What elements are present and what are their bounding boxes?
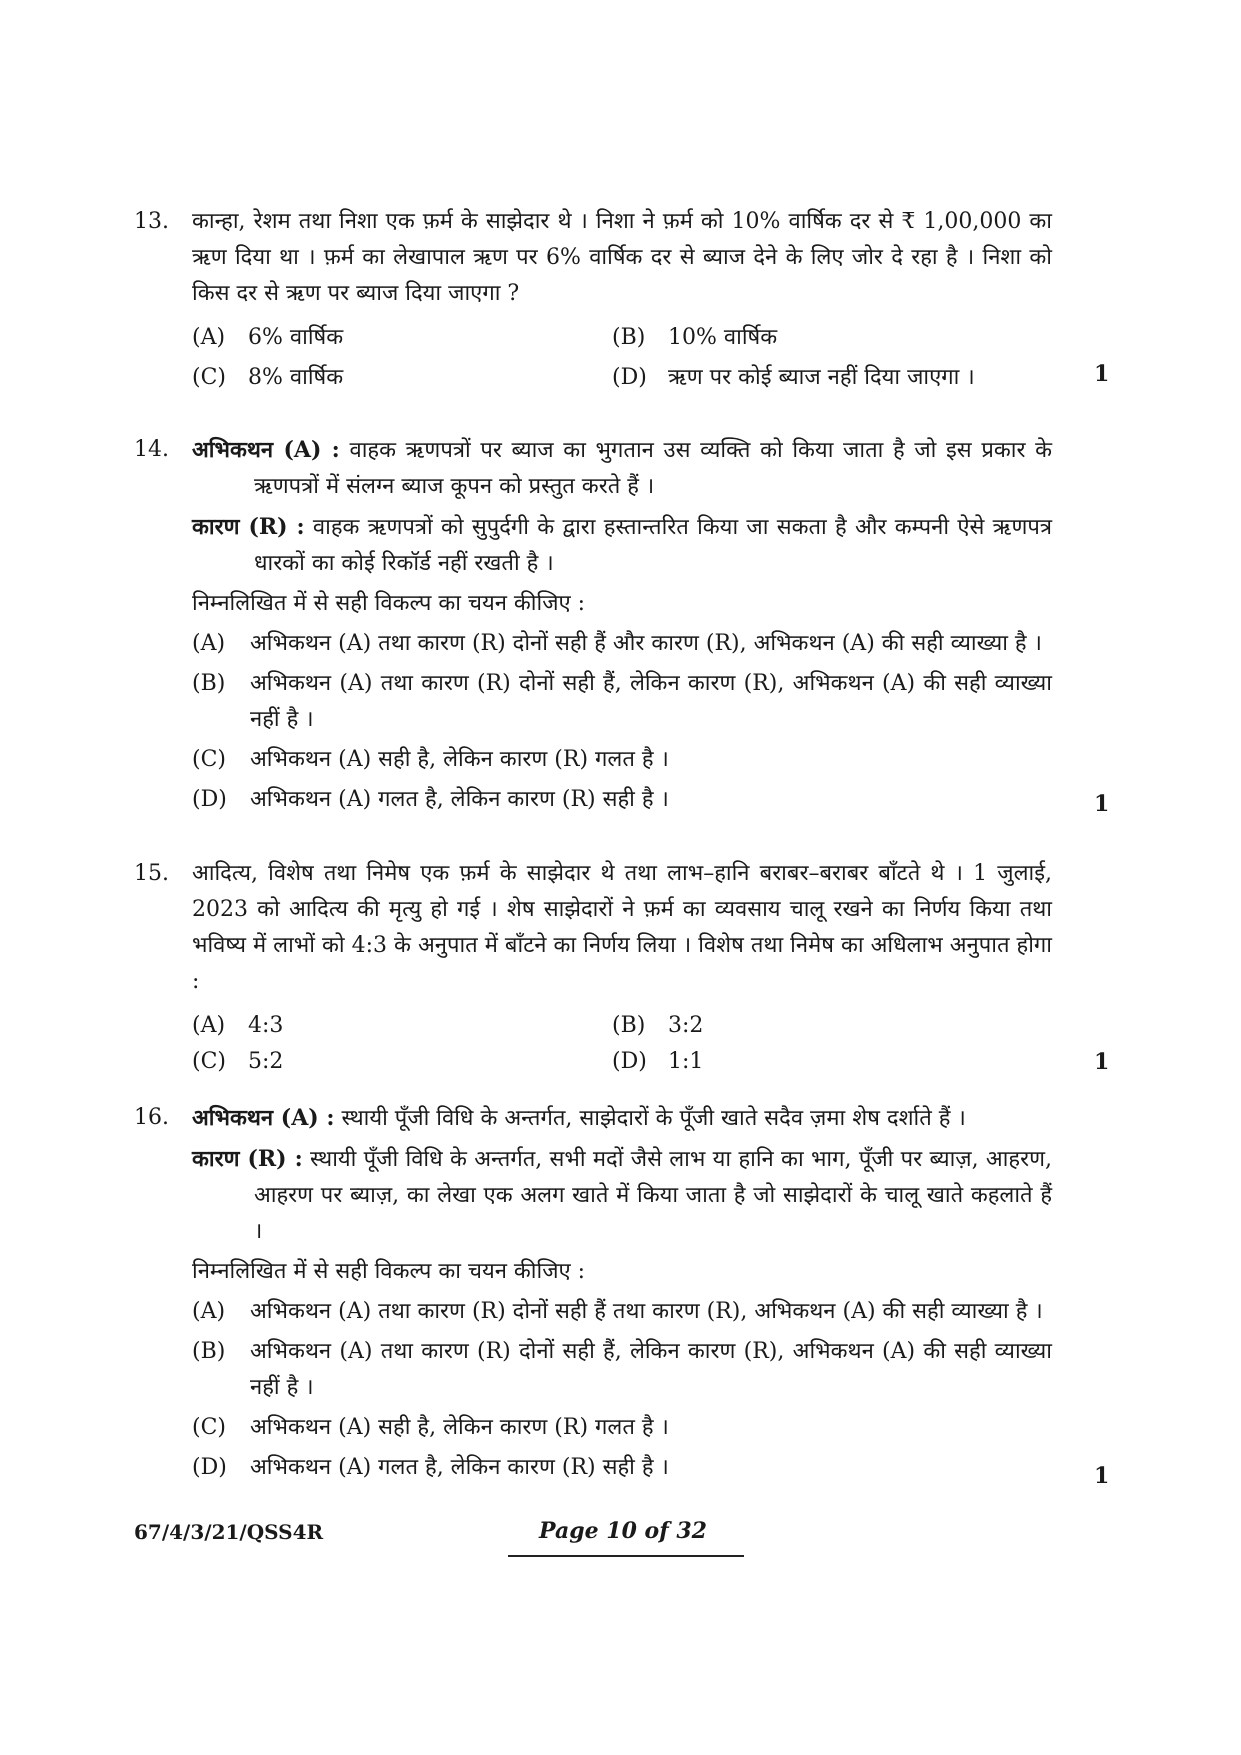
option-c: (C) 5:2 [192, 1049, 284, 1074]
question-text: आदित्य, विशेष तथा निमेष एक फ़र्म के साझेदार थे तथा लाभ–हानि बराबर–बराबर बाँटते थे । 1 जुलाई, 2023 को आदित्य की मृत्यु हो गई । शेष साझेदारों ने फ़र्म का व्यवसाय चालू रखने का निर्णय किया तथा भविष्य में लाभों को 4:3 के अनुपात में बाँटने का निर्णय लिया । विशेष तथा निमेष का अधिलाभ अनुपात होगा : [192, 861, 1052, 994]
option-c: (C) अभिकथन (A) सही है, लेकिन कारण (R) गलत है । [192, 1415, 669, 1440]
question-number: 13. [134, 209, 169, 234]
option-c: (C) 8% वार्षिक [192, 365, 344, 390]
assertion: अभिकथन (A) : स्थायी पूँजी विधि के अन्तर्गत, साझेदारों के पूँजी खाते सदैव ज़मा शेष दर्शाते हैं । [192, 1105, 966, 1131]
option-b: (B) 10% वार्षिक [612, 325, 778, 350]
page-number: Page 10 of 32 [539, 1518, 707, 1544]
marks: 1 [1094, 791, 1110, 817]
question-body [192, 1100, 1052, 1490]
options-row [192, 1008, 1052, 1044]
option-a: (A) अभिकथन (A) तथा कारण (R) दोनों सही हैं और कारण (R), अभिकथन (A) की सही व्याख्या है । [192, 631, 1042, 656]
question-number: 14. [134, 437, 169, 462]
paper-code: 67/4/3/21/QSS4R [134, 1520, 324, 1544]
instruction: निम्नलिखित में से सही विकल्प का चयन कीजिए : [192, 591, 586, 616]
option-d: (D) 1:1 [612, 1049, 704, 1074]
option-b: (B) अभिकथन (A) तथा कारण (R) दोनों सही हैं, लेकिन कारण (R), अभिकथन (A) की सही व्याख्या नहीं है । [192, 1339, 1052, 1400]
marks: 1 [1094, 361, 1110, 387]
option-a: (A) अभिकथन (A) तथा कारण (R) दोनों सही हैं तथा कारण (R), अभिकथन (A) की सही व्याख्या है । [192, 1299, 1043, 1324]
option-b: (B) 3:2 [612, 1013, 704, 1038]
option-d: (D) अभिकथन (A) गलत है, लेकिन कारण (R) सही है । [192, 787, 669, 812]
question-body [192, 432, 1052, 822]
option-d: (D) ऋण पर कोई ब्याज नहीं दिया जाएगा । [612, 365, 975, 390]
marks: 1 [1094, 1049, 1110, 1075]
options-row [192, 320, 1052, 360]
options-row [192, 1044, 1052, 1084]
question-body [192, 856, 1052, 1084]
question-number: 16. [134, 1105, 169, 1130]
question-text: कान्हा, रेशम तथा निशा एक फ़र्म के साझेदार थे । निशा ने फ़र्म को 10% वार्षिक दर से ₹ 1,00,000 का ऋण दिया था । फ़र्म का लेखापाल ऋण पर 6% वार्षिक दर से ब्याज देने के लिए जोर दे रहा है । निशा को किस दर से ऋण पर ब्याज दिया जाएगा ? [192, 209, 1052, 306]
option-b: (B) अभिकथन (A) तथा कारण (R) दोनों सही हैं, लेकिन कारण (R), अभिकथन (A) की सही व्याख्या नहीं है । [192, 671, 1052, 732]
option-a: (A) 6% वार्षिक [192, 325, 344, 350]
option-d: (D) अभिकथन (A) गलत है, लेकिन कारण (R) सही है । [192, 1455, 669, 1480]
option-a: (A) 4:3 [192, 1013, 284, 1038]
options-row [192, 360, 1052, 400]
assertion: अभिकथन (A) : वाहक ऋणपत्रों पर ब्याज का भुगतान उस व्यक्ति को किया जाता है जो इस प्रकार के ऋणपत्रों में संलग्न ब्याज कूपन को प्रस्तुत करते हैं । [192, 437, 1052, 499]
reason: कारण (R) : वाहक ऋणपत्रों को सुपुर्दगी के द्वारा हस्तान्तरित किया जा सकता है और कम्पनी ऐसे ऋणपत्र धारकों का कोई रिकॉर्ड नहीं रखती है । [192, 514, 1052, 576]
instruction: निम्नलिखित में से सही विकल्प का चयन कीजिए : [192, 1259, 586, 1284]
option-c: (C) अभिकथन (A) सही है, लेकिन कारण (R) गलत है । [192, 747, 669, 772]
footer-rule [508, 1555, 744, 1557]
question-number: 15. [134, 861, 169, 886]
question-body [192, 204, 1052, 400]
marks: 1 [1094, 1463, 1110, 1489]
reason: कारण (R) : स्थायी पूँजी विधि के अन्तर्गत, सभी मदों जैसे लाभ या हानि का भाग, पूँजी पर ब्याज़, आहरण, आहरण पर ब्याज़, का लेखा एक अलग खाते में किया जाता है जो साझेदारों के चालू खाते कहलाते हैं । [192, 1146, 1052, 1244]
